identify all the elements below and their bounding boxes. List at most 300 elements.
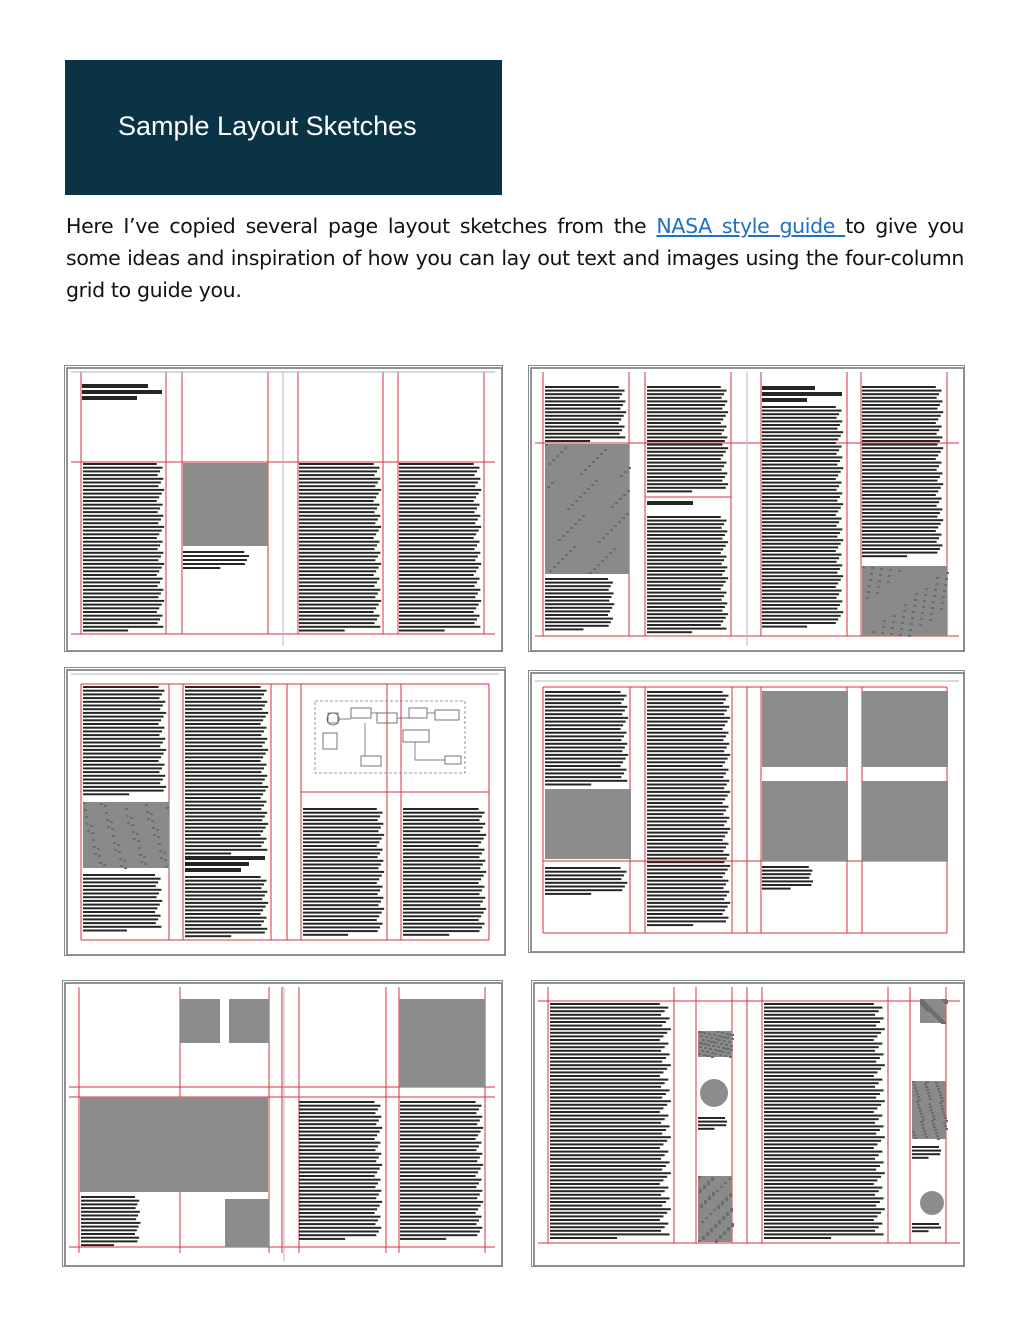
text-line — [550, 1230, 661, 1232]
text-line — [762, 579, 841, 581]
texture-speck — [133, 838, 136, 840]
texture-speck — [566, 531, 569, 533]
text-line — [303, 934, 348, 936]
texture-speck — [712, 1194, 715, 1196]
text-line — [762, 514, 836, 516]
text-line — [762, 442, 836, 444]
text-line — [647, 861, 724, 863]
text-line — [299, 589, 380, 591]
text-line — [403, 889, 482, 891]
text-line — [185, 719, 263, 721]
text-line — [550, 1064, 671, 1066]
text-line — [303, 856, 378, 858]
text-line — [764, 1187, 882, 1189]
texture-speck — [913, 1084, 916, 1086]
text-line — [647, 895, 727, 897]
text-line — [862, 508, 942, 510]
text-line — [303, 897, 383, 899]
text-line — [762, 420, 842, 422]
text-line — [647, 761, 725, 763]
text-line — [762, 478, 836, 480]
caption-line — [81, 1226, 139, 1228]
text-line — [862, 490, 938, 492]
caption-line — [81, 1211, 140, 1213]
text-line — [862, 400, 942, 402]
text-line — [400, 1134, 478, 1136]
text-line — [399, 570, 476, 572]
texture-speck — [567, 508, 570, 510]
texture-speck — [726, 1214, 729, 1216]
text-line — [862, 458, 936, 460]
texture-speck — [935, 1082, 938, 1084]
texture-speck — [914, 599, 917, 601]
text-line — [647, 747, 727, 749]
text-line — [185, 764, 266, 766]
text-line — [303, 845, 377, 847]
text-line — [545, 600, 609, 602]
headline-bar — [185, 856, 265, 860]
caption-line — [762, 873, 811, 875]
text-line — [647, 698, 726, 700]
text-line — [299, 1231, 379, 1233]
text-line — [185, 801, 266, 803]
text-line — [545, 758, 626, 760]
text-line — [83, 552, 163, 554]
texture-speck — [596, 457, 599, 459]
caption-line — [912, 1150, 941, 1152]
text-line — [83, 581, 160, 583]
texture-speck — [920, 1121, 923, 1123]
texture-speck — [945, 1128, 948, 1130]
text-line — [647, 613, 728, 615]
text-line — [647, 538, 722, 540]
texture-speck — [711, 1056, 714, 1058]
text-line — [400, 1142, 481, 1144]
text-line — [762, 417, 837, 419]
text-line — [83, 904, 160, 906]
text-line — [185, 887, 261, 889]
text-line — [764, 1071, 877, 1073]
text-line — [185, 775, 267, 777]
text-line — [83, 474, 158, 476]
text-line — [545, 871, 626, 873]
texture-speck — [929, 1098, 932, 1100]
text-line — [764, 1136, 885, 1138]
text-line — [403, 923, 484, 925]
text-line — [299, 1142, 380, 1144]
texture-speck — [917, 1104, 920, 1106]
text-line — [762, 456, 842, 458]
text-line — [550, 1194, 661, 1196]
text-line — [545, 784, 591, 786]
text-line — [83, 889, 161, 891]
text-line — [647, 400, 727, 402]
text-line — [399, 485, 475, 487]
texture-speck — [723, 1040, 726, 1042]
texture-speck — [916, 1101, 919, 1103]
text-line — [83, 767, 162, 769]
text-line — [764, 1010, 879, 1012]
texture-speck — [165, 866, 168, 868]
text-line — [400, 1123, 477, 1125]
text-line — [185, 827, 266, 829]
text-line — [762, 464, 837, 466]
texture-speck — [717, 1205, 720, 1207]
layout-sketch-4-drawing — [529, 671, 964, 952]
text-line — [185, 786, 268, 788]
text-line — [299, 515, 380, 517]
texture-speck — [893, 615, 896, 617]
text-line — [399, 611, 474, 613]
texture-speck — [118, 851, 121, 853]
text-line — [400, 1164, 483, 1166]
text-line — [83, 893, 159, 895]
texture-speck — [604, 449, 607, 451]
text-line — [647, 617, 726, 619]
caption-line — [81, 1218, 136, 1220]
text-line — [762, 564, 842, 566]
texture-speck — [891, 627, 894, 629]
text-line — [83, 526, 164, 528]
text-line — [550, 1183, 660, 1185]
text-line — [647, 527, 722, 529]
text-line — [185, 928, 267, 930]
texture-speck — [547, 486, 550, 488]
texture-speck — [923, 600, 926, 602]
text-line — [762, 503, 843, 505]
text-line — [403, 860, 485, 862]
caption-line — [698, 1117, 725, 1119]
text-line — [303, 808, 377, 810]
texture-speck — [698, 1240, 701, 1242]
text-line — [764, 1169, 876, 1171]
text-line — [83, 519, 161, 521]
texture-speck — [587, 488, 590, 490]
text-line — [764, 1093, 880, 1095]
text-line — [647, 776, 723, 778]
text-line — [545, 436, 625, 438]
texture-speck — [939, 1094, 942, 1096]
text-line — [550, 1050, 661, 1052]
text-line — [764, 1133, 876, 1135]
text-line — [862, 386, 936, 388]
texture-speck — [91, 832, 94, 834]
texture-speck — [714, 1053, 717, 1055]
text-line — [83, 622, 158, 624]
text-line — [550, 1122, 661, 1124]
layout-sketch-5-drawing — [63, 981, 502, 1266]
text-line — [403, 893, 479, 895]
text-line — [764, 1190, 879, 1192]
texture-speck — [908, 635, 911, 637]
text-line — [299, 611, 374, 613]
text-line — [762, 608, 837, 610]
text-line — [550, 1215, 663, 1217]
text-line — [83, 793, 129, 795]
text-line — [83, 482, 161, 484]
text-line — [185, 895, 265, 897]
texture-speck — [881, 632, 884, 634]
text-line — [550, 1136, 671, 1138]
texture-speck — [84, 809, 87, 811]
texture-speck — [153, 834, 156, 836]
text-line — [83, 556, 161, 558]
text-line — [764, 1028, 885, 1030]
texture-speck — [935, 1132, 938, 1134]
image-block — [399, 999, 485, 1087]
text-line — [647, 454, 723, 456]
text-line — [545, 724, 623, 726]
text-line — [303, 908, 384, 910]
text-line — [545, 393, 622, 395]
texture-speck — [940, 608, 943, 610]
texture-speck — [725, 1197, 728, 1199]
text-line — [303, 882, 377, 884]
text-line — [83, 504, 163, 506]
text-line — [303, 841, 379, 843]
texture-speck — [720, 1186, 723, 1188]
texture-speck — [922, 1127, 925, 1129]
text-line — [403, 815, 482, 817]
text-line — [83, 749, 166, 751]
text-line — [403, 823, 485, 825]
texture-speck — [879, 574, 882, 576]
text-line — [83, 786, 166, 788]
text-line — [862, 393, 939, 395]
texture-speck — [726, 1033, 729, 1035]
texture-speck — [876, 592, 879, 594]
text-line — [762, 546, 838, 548]
caption-line — [183, 567, 220, 569]
image-block — [920, 1191, 944, 1215]
text-line — [550, 1158, 661, 1160]
texture-speck — [730, 1208, 733, 1210]
text-line — [545, 429, 622, 431]
text-line — [862, 476, 940, 478]
text-line — [550, 1205, 662, 1207]
text-line — [764, 1230, 875, 1232]
text-line — [647, 754, 730, 756]
text-line — [762, 586, 836, 588]
text-line — [403, 864, 483, 866]
text-line — [550, 1057, 666, 1059]
image-block — [80, 1097, 180, 1192]
texture-speck — [613, 548, 616, 550]
text-line — [550, 1003, 660, 1005]
text-line — [545, 702, 621, 704]
text-line — [545, 765, 621, 767]
text-line — [303, 860, 383, 862]
text-line — [399, 574, 474, 576]
text-line — [185, 708, 262, 710]
text-line — [545, 893, 591, 895]
text-line — [550, 1093, 666, 1095]
text-line — [299, 504, 380, 506]
text-line — [83, 589, 163, 591]
text-line — [403, 830, 480, 832]
text-line — [299, 482, 378, 484]
diagram-box — [403, 730, 429, 742]
text-line — [764, 1017, 884, 1019]
text-line — [647, 846, 726, 848]
text-line — [647, 795, 728, 797]
text-line — [185, 883, 264, 885]
text-line — [83, 511, 158, 513]
text-line — [399, 478, 480, 480]
texture-speck — [945, 1120, 948, 1122]
text-line — [185, 838, 266, 840]
text-line — [545, 878, 621, 880]
texture-speck — [105, 812, 108, 814]
texture-speck — [729, 1193, 732, 1195]
headline-bar — [82, 396, 137, 400]
text-line — [647, 523, 724, 525]
texture-speck — [912, 611, 915, 613]
texture-speck — [704, 1047, 707, 1049]
headline-bar — [82, 384, 148, 388]
texture-speck — [137, 840, 140, 842]
text-line — [83, 716, 164, 718]
text-line — [550, 1129, 666, 1131]
text-line — [83, 570, 159, 572]
texture-speck — [915, 593, 918, 595]
text-line — [762, 507, 841, 509]
texture-speck — [898, 570, 901, 572]
texture-speck — [611, 506, 614, 508]
texture-speck — [718, 1222, 721, 1224]
text-line — [83, 522, 158, 524]
text-line — [647, 472, 727, 474]
text-line — [764, 1154, 879, 1156]
nasa-style-guide-link[interactable]: NASA style guide — [656, 214, 846, 238]
text-line — [764, 1215, 877, 1217]
texture-speck — [721, 1203, 724, 1205]
texture-speck — [731, 1038, 734, 1040]
text-line — [299, 1205, 380, 1207]
text-line — [83, 926, 161, 928]
layout-sketch-1-drawing — [65, 366, 502, 651]
text-line — [400, 1168, 481, 1170]
text-line — [185, 804, 264, 806]
text-line — [764, 1039, 874, 1041]
texture-speck — [94, 853, 97, 855]
text-line — [647, 476, 725, 478]
text-line — [762, 557, 839, 559]
text-line — [762, 575, 843, 577]
text-line — [83, 915, 161, 917]
text-line — [762, 471, 841, 473]
text-line — [403, 897, 485, 899]
text-line — [299, 630, 345, 632]
text-line — [400, 1105, 481, 1107]
texture-speck — [867, 591, 870, 593]
text-line — [762, 413, 839, 415]
text-line — [299, 578, 380, 580]
caption-line — [698, 1124, 726, 1126]
texture-speck — [944, 584, 947, 586]
caption-line — [81, 1200, 139, 1202]
text-line — [545, 747, 625, 749]
text-line — [399, 493, 479, 495]
text-line — [862, 451, 941, 453]
text-line — [399, 600, 481, 602]
text-line — [762, 482, 842, 484]
text-line — [764, 1075, 874, 1077]
text-line — [762, 460, 840, 462]
text-line — [299, 1234, 376, 1236]
text-line — [647, 828, 730, 830]
text-line — [83, 907, 157, 909]
text-line — [862, 505, 937, 507]
texture-speck — [938, 1091, 941, 1093]
text-line — [550, 1133, 662, 1135]
text-line — [545, 422, 619, 424]
text-line — [83, 705, 163, 707]
text-line — [83, 930, 127, 932]
text-line — [299, 1219, 378, 1221]
texture-speck — [600, 453, 603, 455]
text-line — [299, 1123, 376, 1125]
text-line — [647, 813, 723, 815]
text-line — [299, 548, 375, 550]
texture-speck — [716, 1031, 719, 1033]
text-line — [762, 618, 838, 620]
texture-speck — [712, 1045, 715, 1047]
texture-speck — [940, 1105, 943, 1107]
text-line — [647, 809, 726, 811]
text-line — [399, 463, 474, 465]
text-line — [550, 1068, 667, 1070]
texture-speck — [549, 570, 552, 572]
text-line — [545, 721, 626, 723]
text-line — [647, 563, 722, 565]
text-line — [550, 1086, 661, 1088]
text-line — [299, 489, 381, 491]
text-line — [403, 834, 486, 836]
text-line — [400, 1153, 482, 1155]
texture-speck — [722, 1047, 725, 1049]
texture-speck — [937, 1088, 940, 1090]
texture-speck — [931, 607, 934, 609]
caption-line — [912, 1157, 929, 1159]
texture-speck — [944, 1117, 947, 1119]
text-line — [185, 917, 266, 919]
text-line — [764, 1003, 874, 1005]
text-line — [862, 444, 937, 446]
texture-speck — [936, 1085, 939, 1087]
texture-speck — [940, 1097, 943, 1099]
texture-speck — [580, 473, 583, 475]
text-line — [299, 474, 375, 476]
text-line — [550, 1100, 671, 1102]
text-line — [303, 867, 378, 869]
texture-speck — [728, 1041, 731, 1043]
caption-line — [912, 1153, 940, 1155]
text-line — [647, 835, 725, 837]
texture-speck — [714, 1049, 717, 1051]
text-line — [400, 1138, 476, 1140]
text-line — [403, 875, 484, 877]
text-line — [185, 924, 261, 926]
texture-speck — [922, 1119, 925, 1121]
text-line — [83, 541, 163, 543]
text-line — [303, 904, 378, 906]
text-line — [762, 410, 842, 412]
texture-speck — [150, 813, 153, 815]
texture-speck — [934, 1129, 937, 1131]
text-line — [83, 593, 161, 595]
texture-speck — [147, 818, 150, 820]
